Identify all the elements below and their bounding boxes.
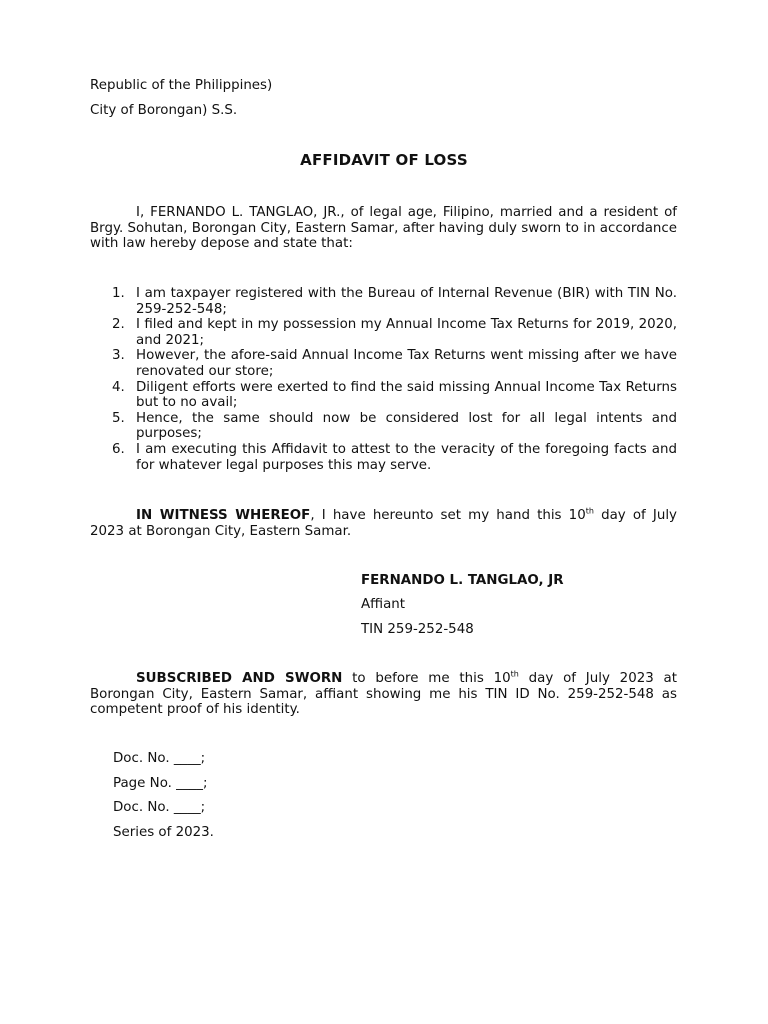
sworn-paragraph [90,671,677,718]
affiant-tin: TIN 259-252-548 [361,622,474,637]
item-text: I am executing this Affidavit to attest to the veracity of the foregoing facts and for whatever legal purposes this may serve. [136,441,677,473]
item-number: 6. [112,441,125,457]
item-text: I am taxpayer registered with the Bureau of Internal Revenue (BIR) with TIN No. 259-252-548; [136,286,677,317]
header-republic: Republic of the Philippines) [90,78,273,93]
sworn-ordinal: th [510,669,519,679]
list-item [90,380,677,411]
notary-page-no: Page No. ____; [113,776,208,791]
notary-doc-no: Doc. No. ____; [113,751,206,766]
statement-list [90,286,677,473]
list-item [90,442,677,473]
list-item [90,411,677,442]
witness-text-1: , I have hereunto set my hand this 10 [310,508,586,523]
list-item [90,286,677,317]
sworn-text-1: to before me this 10 [342,671,511,686]
item-text: Hence, the same should now be considered lost for all legal intents and purposes; [136,410,677,442]
item-number: 4. [112,379,125,395]
witness-text-2: day of July 2023 at Borongan City, Eastern Samar. [90,508,677,539]
witness-paragraph [90,508,677,539]
item-number: 2. [112,317,125,333]
list-item [90,348,677,379]
affiant-name: FERNANDO L. TANGLAO, JR [361,573,564,588]
notary-doc-no-2: Doc. No. ____; [113,800,206,815]
document-title: AFFIDAVIT OF LOSS [300,151,468,169]
affiant-role: Affiant [361,597,406,612]
item-number: 3. [112,348,125,364]
item-number: 1. [112,286,125,301]
item-text: Diligent efforts were exerted to find the said missing Annual Income Tax Returns but to no avail; [136,379,677,411]
list-item [90,317,677,348]
witness-heading: IN WITNESS WHEREOF [136,508,311,523]
item-text: I filed and kept in my possession my Annual Income Tax Returns for 2019, 2020, and 2021; [136,317,677,348]
intro-paragraph: I, FERNANDO L. TANGLAO, JR., of legal age, Filipino, married and a resident of Brgy. Sohutan, Borongan City, Eastern Samar, after having duly sworn to in accordance with law hereby depose and state that: [90,205,677,252]
item-text: However, the afore-said Annual Income Tax Returns went missing after we have renovated our store; [136,348,677,379]
notary-series: Series of 2023. [113,825,214,840]
sworn-heading: SUBSCRIBED AND SWORN [136,671,343,686]
header-city: City of Borongan) S.S. [90,103,238,118]
sworn-text-2: day of July 2023 at Borongan City, Eastern Samar, affiant showing me his TIN ID No. 259-252-548 as competent proof of his identity. [90,671,678,718]
item-number: 5. [112,410,125,426]
witness-ordinal: th [585,506,594,516]
